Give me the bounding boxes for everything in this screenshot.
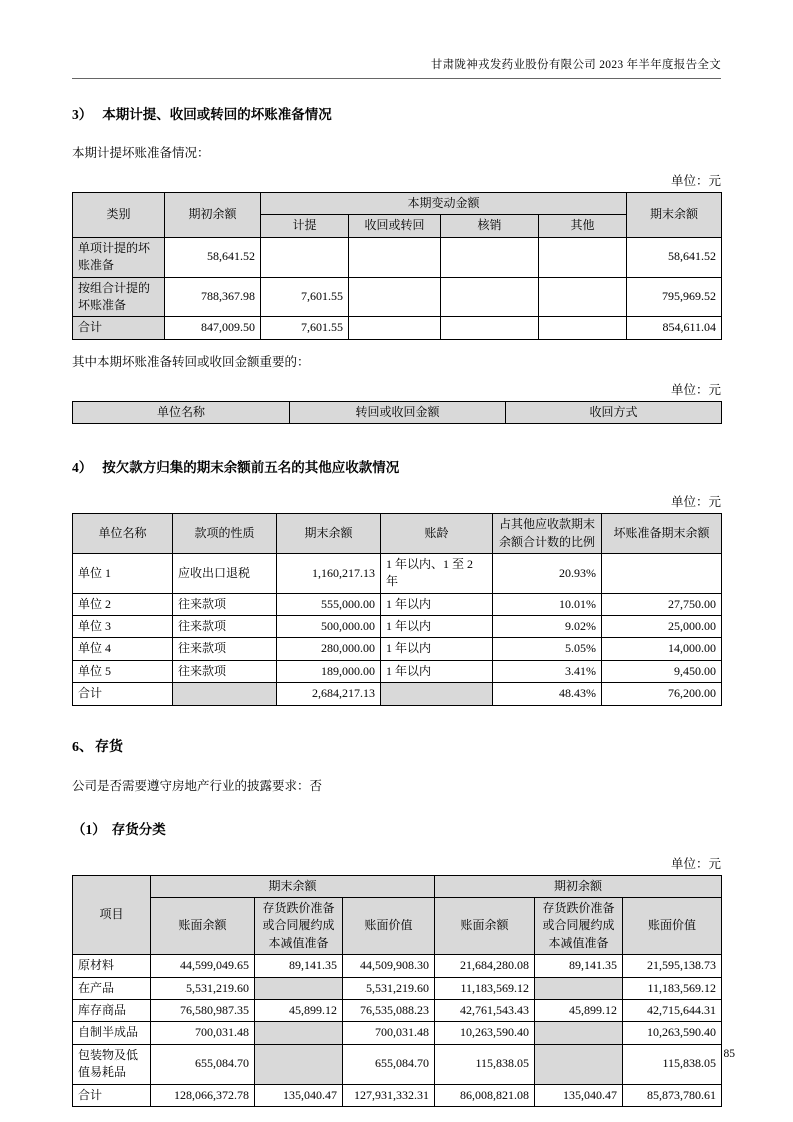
section-6-1-heading [72, 818, 721, 838]
col-header-beginning-group: 期初余额 [435, 875, 722, 897]
section-4-heading [72, 456, 721, 476]
cell-aging: 1 年以内 [381, 593, 493, 615]
cell-ending-impairment: 89,141.35 [255, 955, 343, 977]
cell-writeoff [441, 277, 539, 317]
cell-ending-balance: 58,641.52 [627, 237, 722, 277]
cell-ending-book-balance: 5,531,219.60 [151, 977, 255, 999]
cell-other [539, 277, 627, 317]
table-row [73, 616, 722, 638]
cell-bad-debt: 76,200.00 [602, 683, 722, 705]
cell-aging: 1 年以内 [381, 638, 493, 660]
cell-recover [349, 237, 441, 277]
cell-item: 合计 [73, 1084, 151, 1106]
cell-beginning-book-balance: 115,838.05 [435, 1044, 535, 1084]
col-header-unit-name: 单位名称 [73, 514, 173, 554]
cell-category: 合计 [73, 317, 165, 339]
cell-aging: 1 年以内 [381, 660, 493, 682]
col-header-change-group: 本期变动金额 [261, 193, 627, 215]
cell-beginning-book-balance: 11,183,569.12 [435, 977, 535, 999]
cell-item: 自制半成品 [73, 1022, 151, 1044]
cell-beginning-balance: 847,009.50 [165, 317, 261, 339]
cell-ending-impairment [255, 1022, 343, 1044]
section-4-title: 按欠款方归集的期末余额前五名的其他应收款情况 [102, 460, 400, 476]
section-6-1-title: 存货分类 [111, 821, 166, 837]
cell-ending-book-balance: 128,066,372.78 [151, 1084, 255, 1106]
cell-ending-balance: 854,611.04 [627, 317, 722, 339]
cell-ratio: 20.93% [493, 553, 602, 593]
cell-beginning-book-value: 10,263,590.40 [623, 1022, 722, 1044]
table-row [73, 1044, 722, 1084]
unit-label: 单位：元 [670, 495, 721, 510]
col-header-impairment: 存货跌价准备或合同履约成本减值准备 [535, 898, 623, 955]
table-row [73, 660, 722, 682]
col-header-writeoff: 核销 [441, 215, 539, 237]
cell-nature: 往来款项 [173, 660, 277, 682]
cell-ending-book-balance: 655,084.70 [151, 1044, 255, 1084]
cell-aging: 1 年以内 [381, 616, 493, 638]
cell-ending-book-value: 44,509,908.30 [343, 955, 435, 977]
cell-beginning-impairment [535, 1044, 623, 1084]
section-3-title: 本期计提、收回或转回的坏账准备情况 [102, 107, 332, 122]
cell-ratio: 9.02% [493, 616, 602, 638]
cell-beginning-book-value: 85,873,780.61 [623, 1084, 722, 1106]
col-header-ending-group: 期末余额 [151, 875, 435, 897]
cell-recover [349, 317, 441, 339]
col-header-accrual: 计提 [261, 215, 349, 237]
cell-beginning-book-value: 115,838.05 [623, 1044, 722, 1084]
page-number: 85 [723, 1048, 735, 1060]
col-header-unit-name: 单位名称 [73, 401, 290, 423]
cell-ending-balance: 1,160,217.13 [277, 553, 381, 593]
col-header-ratio: 占其他应收款期末余额合计数的比例 [493, 514, 602, 554]
cell-ending-impairment: 135,040.47 [255, 1084, 343, 1106]
col-header-book-balance: 账面余额 [151, 898, 255, 955]
section-6-number: 6、 [72, 739, 93, 755]
section-6-title: 存货 [95, 739, 123, 755]
col-header-ending-balance: 期末余额 [627, 193, 722, 238]
cell-beginning-book-balance: 10,263,590.40 [435, 1022, 535, 1044]
cell-nature: 应收出口退税 [173, 553, 277, 593]
cell-unit-name: 合计 [73, 683, 173, 705]
cell-bad-debt: 27,750.00 [602, 593, 722, 615]
bad-debt-recovery-table [72, 401, 722, 424]
cell-nature: 往来款项 [173, 638, 277, 660]
col-header-aging: 账龄 [381, 514, 493, 554]
cell-item: 原材料 [73, 955, 151, 977]
cell-ending-balance: 795,969.52 [627, 277, 722, 317]
document-header-title: 甘肃陇神戎发药业股份有限公司 2023 年半年度报告全文 [430, 59, 721, 71]
cell-ending-balance: 500,000.00 [277, 616, 381, 638]
cell-bad-debt: 14,000.00 [602, 638, 722, 660]
cell-ending-book-value: 5,531,219.60 [343, 977, 435, 999]
col-header-bad-debt: 坏账准备期末余额 [602, 514, 722, 554]
col-header-category: 类别 [73, 193, 165, 238]
cell-bad-debt: 9,450.00 [602, 660, 722, 682]
cell-ending-book-value: 76,535,088.23 [343, 999, 435, 1021]
cell-bad-debt [602, 553, 722, 593]
cell-beginning-book-value: 21,595,138.73 [623, 955, 722, 977]
section-3-heading [72, 103, 721, 123]
col-header-other: 其他 [539, 215, 627, 237]
table-total-row [73, 317, 722, 339]
cell-item: 包装物及低值易耗品 [73, 1044, 151, 1084]
section-6-1-number: （1） [72, 821, 106, 837]
cell-ending-book-value: 700,031.48 [343, 1022, 435, 1044]
section-6-heading [72, 736, 721, 756]
cell-other [539, 317, 627, 339]
cell-aging [381, 683, 493, 705]
table-row [73, 593, 722, 615]
table-row [73, 955, 722, 977]
table-header-row [73, 875, 722, 897]
cell-ending-balance: 189,000.00 [277, 660, 381, 682]
col-header-item: 项目 [73, 875, 151, 955]
bad-debt-intro-text: 本期计提坏账准备情况： [72, 146, 210, 160]
section-4-number: 4） [72, 460, 93, 476]
cell-aging: 1 年以内、1 至 2 年 [381, 553, 493, 593]
cell-beginning-book-value: 42,715,644.31 [623, 999, 722, 1021]
table-row [73, 999, 722, 1021]
cell-ending-book-value: 127,931,332.31 [343, 1084, 435, 1106]
col-header-nature: 款项的性质 [173, 514, 277, 554]
col-header-book-balance: 账面余额 [435, 898, 535, 955]
cell-item: 在产品 [73, 977, 151, 999]
col-header-recover-amount: 转回或收回金额 [290, 401, 506, 423]
col-header-impairment: 存货跌价准备或合同履约成本减值准备 [255, 898, 343, 955]
cell-beginning-book-balance: 42,761,543.43 [435, 999, 535, 1021]
table-total-row [73, 1084, 722, 1106]
cell-ending-impairment [255, 977, 343, 999]
cell-accrual: 7,601.55 [261, 277, 349, 317]
table-row [73, 977, 722, 999]
cell-unit-name: 单位 4 [73, 638, 173, 660]
cell-beginning-balance: 788,367.98 [165, 277, 261, 317]
cell-accrual: 7,601.55 [261, 317, 349, 339]
table-row [73, 237, 722, 277]
cell-unit-name: 单位 2 [73, 593, 173, 615]
col-header-book-value: 账面价值 [623, 898, 722, 955]
cell-beginning-impairment: 135,040.47 [535, 1084, 623, 1106]
table-header-row [73, 514, 722, 554]
cell-beginning-impairment: 45,899.12 [535, 999, 623, 1021]
col-header-book-value: 账面价值 [343, 898, 435, 955]
col-header-beginning-balance: 期初余额 [165, 193, 261, 238]
cell-ending-balance: 555,000.00 [277, 593, 381, 615]
cell-category: 按组合计提的坏账准备 [73, 277, 165, 317]
table-total-row [73, 683, 722, 705]
unit-label: 单位：元 [670, 382, 721, 397]
unit-label: 单位：元 [670, 174, 721, 188]
cell-ending-impairment [255, 1044, 343, 1084]
cell-ending-balance: 280,000.00 [277, 638, 381, 660]
table-subheader-row [73, 898, 722, 955]
cell-ratio: 5.05% [493, 638, 602, 660]
cell-accrual [261, 237, 349, 277]
cell-unit-name: 单位 5 [73, 660, 173, 682]
cell-unit-name: 单位 3 [73, 616, 173, 638]
table-row [73, 1022, 722, 1044]
table-header-row [73, 401, 722, 423]
document-header [72, 56, 721, 79]
cell-ending-book-balance: 76,580,987.35 [151, 999, 255, 1021]
cell-beginning-impairment [535, 977, 623, 999]
cell-nature: 往来款项 [173, 616, 277, 638]
cell-beginning-balance: 58,641.52 [165, 237, 261, 277]
cell-category: 单项计提的坏账准备 [73, 237, 165, 277]
cell-ending-impairment: 45,899.12 [255, 999, 343, 1021]
cell-other [539, 237, 627, 277]
cell-ending-book-balance: 700,031.48 [151, 1022, 255, 1044]
table-row [73, 277, 722, 317]
cell-bad-debt: 25,000.00 [602, 616, 722, 638]
real-estate-disclosure-text: 公司是否需要遵守房地产行业的披露要求：否 [72, 778, 323, 793]
col-header-recover: 收回或转回 [349, 215, 441, 237]
col-header-ending-balance: 期末余额 [277, 514, 381, 554]
unit-label: 单位：元 [670, 856, 721, 871]
cell-ratio: 3.41% [493, 660, 602, 682]
bad-debt-recovery-note: 其中本期坏账准备转回或收回金额重要的： [72, 354, 310, 369]
section-3-number: 3） [72, 107, 93, 122]
cell-ending-book-balance: 44,599,049.65 [151, 955, 255, 977]
table-header-row [73, 193, 722, 215]
cell-item: 库存商品 [73, 999, 151, 1021]
col-header-recover-method: 收回方式 [506, 401, 722, 423]
cell-writeoff [441, 237, 539, 277]
cell-ending-balance: 2,684,217.13 [277, 683, 381, 705]
cell-beginning-book-balance: 86,008,821.08 [435, 1084, 535, 1106]
cell-nature [173, 683, 277, 705]
cell-ending-book-value: 655,084.70 [343, 1044, 435, 1084]
table-row [73, 553, 722, 593]
cell-beginning-book-value: 11,183,569.12 [623, 977, 722, 999]
cell-writeoff [441, 317, 539, 339]
inventory-classification-table [72, 875, 722, 1107]
cell-ratio: 48.43% [493, 683, 602, 705]
cell-ratio: 10.01% [493, 593, 602, 615]
cell-beginning-impairment [535, 1022, 623, 1044]
cell-beginning-impairment: 89,141.35 [535, 955, 623, 977]
table-row [73, 638, 722, 660]
cell-beginning-book-balance: 21,684,280.08 [435, 955, 535, 977]
cell-nature: 往来款项 [173, 593, 277, 615]
bad-debt-provision-table [72, 192, 722, 340]
cell-recover [349, 277, 441, 317]
cell-unit-name: 单位 1 [73, 553, 173, 593]
other-receivables-top5-table [72, 513, 722, 706]
